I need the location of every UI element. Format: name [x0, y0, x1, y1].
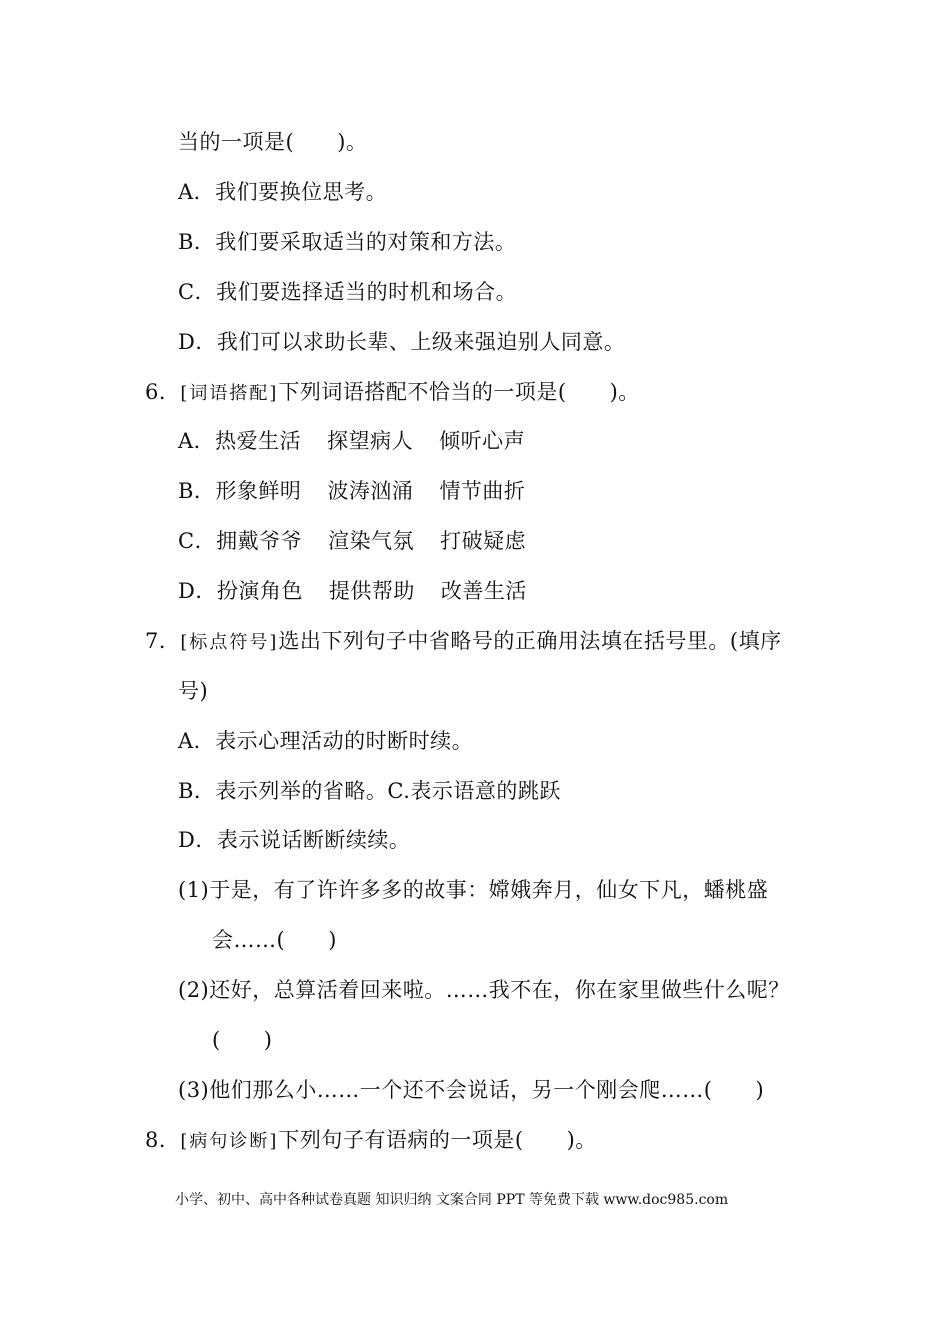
q5-option-b: B．我们要采取适当的对策和方法。 [178, 230, 517, 254]
q6-word: 波涛汹涌 [327, 479, 414, 503]
q6-option-b [178, 477, 525, 505]
q6-number: 6． [145, 380, 181, 404]
q6-option-label: B． [178, 479, 216, 503]
q7-stem-line1: 选出下列句子中省略号的正确用法填在括号里。(填序 [278, 629, 782, 653]
q6-word: 情节曲折 [439, 479, 526, 503]
q7-item-2-line1: (2)还好，总算活着回来啦。……我不在，你在家里做些什么呢？ [178, 978, 790, 1002]
q6-word: 扮演角色 [216, 579, 303, 603]
q7-stem-line2: 号) [178, 679, 209, 703]
q7-item-1-line2: 会……( ) [212, 928, 337, 952]
q6-option-label: C． [178, 529, 217, 553]
q8-stem [145, 1126, 597, 1156]
q7-item-2-line2: ( ) [212, 1028, 273, 1052]
q7-option-a: A．表示心理活动的时断时续。 [178, 729, 474, 753]
q6-word: 热爱生活 [215, 429, 302, 453]
q6-word: 形象鲜明 [215, 479, 302, 503]
q5-option-c: C．我们要选择适当的时机和场合。 [178, 280, 518, 304]
q6-word: 打破疑虑 [440, 529, 527, 553]
q7-item-3-line1: (3)他们那么小……一个还不会说话，另一个刚会爬……( ) [178, 1078, 765, 1102]
q6-word: 提供帮助 [328, 579, 415, 603]
q7-option-d: D．表示说话断断续续。 [178, 828, 411, 852]
q8-tag: [病句诊断] [180, 1131, 279, 1152]
q6-word: 倾听心声 [439, 429, 526, 453]
q6-option-label: D． [178, 579, 217, 603]
page-footer: 小学、初中、高中各种试卷真题 知识归纳 文案合同 PPT 等免费下载 www.doc985.com [175, 1192, 729, 1208]
q6-word: 拥戴爷爷 [216, 529, 303, 553]
q6-tag: [词语搭配] [180, 383, 279, 404]
q8-number: 8． [145, 1128, 181, 1152]
q7-number: 7． [145, 629, 181, 653]
q5-stem-tail: 当的一项是( )。 [178, 130, 368, 154]
q7-tag: [标点符号] [180, 632, 279, 653]
q6-word: 探望病人 [327, 429, 414, 453]
q7-item-1-line1: (1)于是，有了许许多多的故事：嫦娥奔月，仙女下凡，蟠桃盛 [178, 878, 769, 902]
q6-word: 渲染气氛 [328, 529, 415, 553]
q7-stem [145, 627, 782, 657]
q6-option-d [178, 577, 527, 605]
q5-option-a: A．我们要换位思考。 [178, 180, 388, 204]
q6-stem-text: 下列词语搭配不恰当的一项是( )。 [278, 380, 640, 404]
q6-word: 改善生活 [440, 579, 527, 603]
q6-option-a [178, 427, 525, 455]
q8-stem-text: 下列句子有语病的一项是( )。 [278, 1128, 597, 1152]
q6-stem [145, 378, 640, 408]
q6-option-c [178, 527, 526, 555]
q5-option-d: D．我们可以求助长辈、上级来强迫别人同意。 [178, 330, 626, 354]
q7-option-b: B．表示列举的省略。C.表示语意的跳跃 [178, 779, 561, 803]
q6-option-label: A． [178, 429, 216, 453]
